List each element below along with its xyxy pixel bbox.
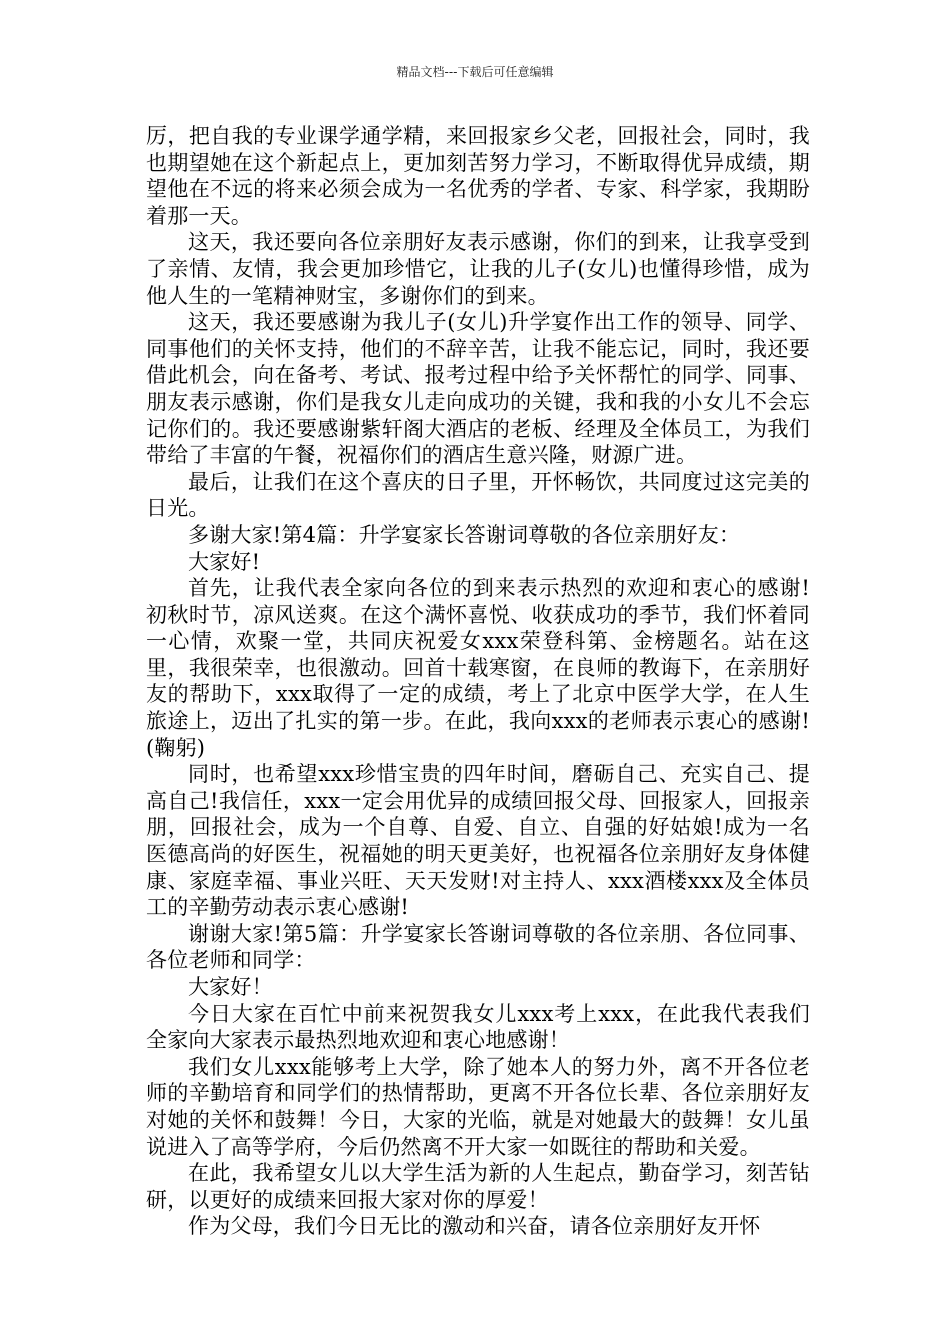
paragraph: 我们女儿xxx能够考上大学，除了她本人的努力外，离不开各位老师的辛勤培育和同学们的热情帮助，更离不开各位长辈、各位亲朋好友对她的关怀和鼓舞！今日，大家的光临，就是对她最大的鼓舞！女儿虽说进入了高等学府，今后仍然离不开大家一如既往的帮助和关爱。	[146, 1054, 810, 1159]
paragraph: 这天，我还要向各位亲朋好友表示感谢，你们的到来，让我享受到了亲情、友情，我会更加珍惜它，让我的儿子(女儿)也懂得珍惜，成为他人生的一笔精神财宝，多谢你们的到来。	[146, 230, 810, 308]
paragraph: 同时，也希望xxx珍惜宝贵的四年时间，磨砺自己、充实自己、提高自己!我信任，xxx一定会用优异的成绩回报父母、回报家人，回报亲朋，回报社会，成为一个自尊、自爱、自立、自强的好姑娘!成为一名医德高尚的好医生，祝福她的明天更美好，也祝福各位亲朋好友身体健康、家庭幸福、事业兴旺、天天发财!对主持人、xxx酒楼xxx及全体员工的辛勤劳动表示衷心感谢!	[146, 762, 810, 920]
paragraph: 厉，把自我的专业课学通学精，来回报家乡父老，回报社会，同时，我也期望她在这个新起点上，更加刻苦努力学习，不断取得优异成绩，期望他在不远的将来必须会成为一名优秀的学者、专家、科学家，我期盼着那一天。	[146, 124, 810, 228]
paragraph: 谢谢大家!第5篇：升学宴家长答谢词尊敬的各位亲朋、各位同事、各位老师和同学：	[146, 921, 810, 973]
paragraph: 首先，让我代表全家向各位的到来表示热烈的欢迎和衷心的感谢!初秋时节，凉风送爽。在这个满怀喜悦、收获成功的季节，我们怀着同一心情，欢聚一堂，共同庆祝爱女xxx荣登科第、金榜题名。站在这里，我很荣幸，也很激动。回首十载寒窗，在良师的教诲下，在亲朋好友的帮助下，xxx取得了一定的成绩，考上了北京中医学大学，在人生旅途上，迈出了扎实的第一步。在此，我向xxx的老师表示衷心的感谢!(鞠躬)	[146, 576, 810, 760]
paragraph: 今日大家在百忙中前来祝贺我女儿xxx考上xxx，在此我代表我们全家向大家表示最热烈地欢迎和衷心地感谢！	[146, 1001, 810, 1053]
paragraph: 多谢大家!第4篇：升学宴家长答谢词尊敬的各位亲朋好友：	[188, 522, 741, 547]
paragraph: 作为父母，我们今日无比的激动和兴奋，请各位亲朋好友开怀	[188, 1214, 761, 1239]
document-body	[146, 123, 810, 1240]
paragraph: 最后，让我们在这个喜庆的日子里，开怀畅饮，共同度过这完美的日光。	[146, 469, 810, 521]
paragraph: 这天，我还要感谢为我儿子(女儿)升学宴作出工作的领导、同学、同事他们的关怀支持，他们的不辞辛苦，让我不能忘记，同时，我还要借此机会，向在备考、考试、报考过程中给予关怀帮忙的同学、同事、朋友表示感谢，你们是我女儿走向成功的关键，我和我的小女儿不会忘记你们的。我还要感谢紫轩阁大酒店的老板、经理及全体员工，为我们带给了丰富的午餐，祝福你们的酒店生意兴隆，财源广进。	[146, 310, 810, 468]
paragraph: 在此，我希望女儿以大学生活为新的人生起点，勤奋学习，刻苦钻研，以更好的成绩来回报大家对你的厚爱！	[146, 1161, 810, 1212]
paragraph: 大家好!	[188, 549, 261, 574]
paragraph: 大家好！	[188, 975, 273, 999]
page-header: 精品文档---下载后可任意编辑	[396, 65, 554, 79]
